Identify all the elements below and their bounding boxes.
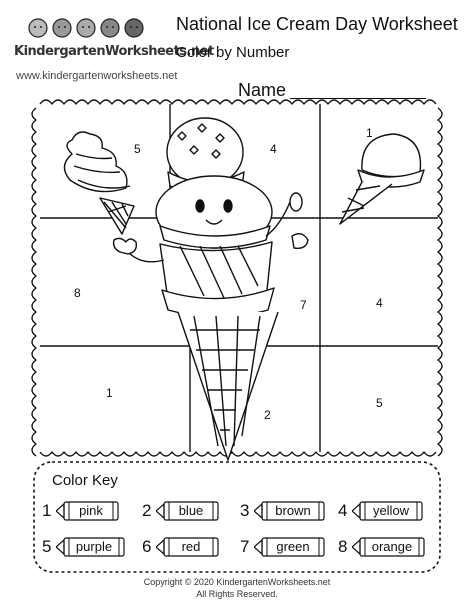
region-number-top-right: 1 bbox=[366, 126, 373, 140]
page-subtitle: Color by Number bbox=[176, 44, 290, 61]
crayon-icon bbox=[56, 534, 126, 560]
color-key-number: 6 bbox=[142, 537, 152, 556]
color-key-number: 5 bbox=[42, 537, 52, 556]
rights-text: All Rights Reserved. bbox=[196, 589, 278, 599]
color-key-item bbox=[42, 498, 126, 524]
color-key-number: 8 bbox=[338, 537, 348, 556]
region-number-mid-center: 7 bbox=[300, 298, 307, 312]
crayon-label: blue bbox=[178, 503, 204, 518]
color-key-number: 7 bbox=[240, 537, 250, 556]
color-key-item bbox=[42, 534, 132, 560]
crayon-label: yellow bbox=[372, 503, 410, 518]
page-title: National Ice Cream Day Worksheet bbox=[176, 14, 458, 34]
crayon-label: purple bbox=[75, 539, 113, 554]
color-key-item bbox=[338, 534, 432, 560]
region-number-top-middle: 4 bbox=[270, 142, 277, 156]
color-key-item bbox=[142, 534, 226, 560]
crayon-label: orange bbox=[371, 539, 413, 554]
color-key-number: 4 bbox=[338, 501, 348, 520]
crayon-icon bbox=[254, 498, 326, 524]
logo-text: KindergartenWorksheets.net bbox=[14, 44, 214, 59]
color-key-number: 3 bbox=[240, 501, 250, 520]
copyright-text: Copyright © 2020 KindergartenWorksheets.net bbox=[143, 577, 331, 587]
color-key-item bbox=[240, 498, 332, 524]
color-key-number: 1 bbox=[42, 501, 52, 520]
crayon-icon bbox=[56, 498, 120, 524]
crayon-label: pink bbox=[79, 503, 103, 518]
region-number-bottom-right: 5 bbox=[376, 396, 383, 410]
crayon-icon bbox=[254, 534, 326, 560]
crayon-icon bbox=[156, 534, 220, 560]
crayon-icon bbox=[352, 498, 424, 524]
crayon-icon bbox=[352, 534, 426, 560]
region-number-bottom-middle: 2 bbox=[264, 408, 271, 422]
crayon-label: brown bbox=[275, 503, 311, 518]
color-key-item bbox=[240, 534, 332, 560]
region-number-top-left: 5 bbox=[134, 142, 141, 156]
region-number-mid-left: 8 bbox=[74, 286, 81, 300]
crayon-label: green bbox=[276, 539, 310, 554]
color-key-title: Color Key bbox=[52, 472, 118, 489]
region-number-bottom-left: 1 bbox=[106, 386, 113, 400]
name-label: Name bbox=[238, 80, 287, 100]
color-key-item bbox=[142, 498, 226, 524]
color-key-number: 2 bbox=[142, 501, 152, 520]
color-key-item bbox=[338, 498, 430, 524]
crayon-label: red bbox=[181, 539, 201, 554]
region-number-mid-right: 4 bbox=[376, 296, 383, 310]
crayon-icon bbox=[156, 498, 220, 524]
site-url[interactable]: www.kindergartenworksheets.net bbox=[16, 70, 178, 82]
